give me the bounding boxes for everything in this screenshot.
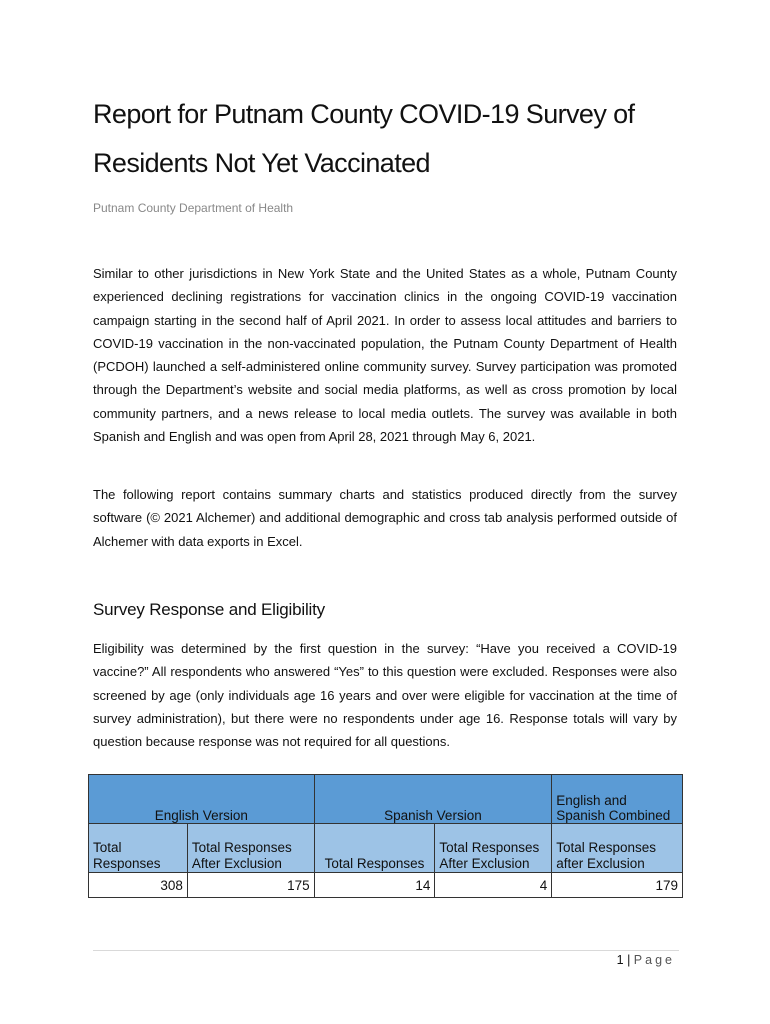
footer-separator: | [627, 953, 631, 967]
column-header: Total Responses After Exclusion [187, 824, 314, 873]
page-footer [617, 953, 675, 967]
column-header: Total Responses [314, 824, 435, 873]
page-label: Page [633, 953, 675, 967]
report-title: Report for Putnam County COVID-19 Survey of Residents Not Yet Vaccinated [93, 99, 635, 178]
column-header: Total Responses After Exclusion [435, 824, 552, 873]
group-header-spanish: Spanish Version [314, 775, 552, 824]
table-cell: 179 [552, 873, 683, 898]
footer-divider [93, 950, 679, 951]
report-subtitle: Putnam County Department of Health [93, 201, 294, 215]
section-heading: Survey Response and Eligibility [93, 600, 325, 619]
report-paragraph: The following report contains summary charts and statistics produced directly from the survey software (© 2021 Alchemer) and additional demographic and cross tab analysis performed outside of Alchemer with data exports in Excel. [93, 487, 677, 549]
column-header: Total Responses after Exclusion [552, 824, 683, 873]
table-cell: 14 [314, 873, 435, 898]
table-row [89, 873, 683, 898]
table-cell: 308 [89, 873, 188, 898]
eligibility-paragraph: Eligibility was determined by the first question in the survey: “Have you received a COVID-19 vaccine?” All respondents who answered “Yes” to this question were excluded. Responses were also screened by age (only individuals age 16 years and over were eligible for vaccination at the time of survey administration), but there were no respondents under age 16. Response totals will vary by question because response was not required for all questions. [93, 641, 677, 750]
table-group-header-row [89, 775, 683, 824]
intro-paragraph: Similar to other jurisdictions in New York State and the United States as a whole, Putnam County experienced declining registrations for vaccination clinics in the ongoing COVID-19 vaccination campaign starting in the second half of April 2021. In order to assess local attitudes and barriers to COVID-19 vaccination in the non-vaccinated population, the Putnam County Department of Health (PCDOH) launched a self-administered online community survey. Survey participation was promoted through the Department’s website and social media platforms, as well as cross promotion by local community partners, and a news release to local media outlets. The survey was available in both Spanish and English and was open from April 28, 2021 through May 6, 2021. [93, 266, 677, 445]
table-column-header-row [89, 824, 683, 873]
table-cell: 175 [187, 873, 314, 898]
column-header: Total Responses [89, 824, 188, 873]
page-number: 1 [616, 953, 624, 967]
group-header-english: English Version [89, 775, 315, 824]
group-header-combined: English and Spanish Combined [552, 775, 683, 824]
response-table [88, 774, 683, 898]
table-cell: 4 [435, 873, 552, 898]
